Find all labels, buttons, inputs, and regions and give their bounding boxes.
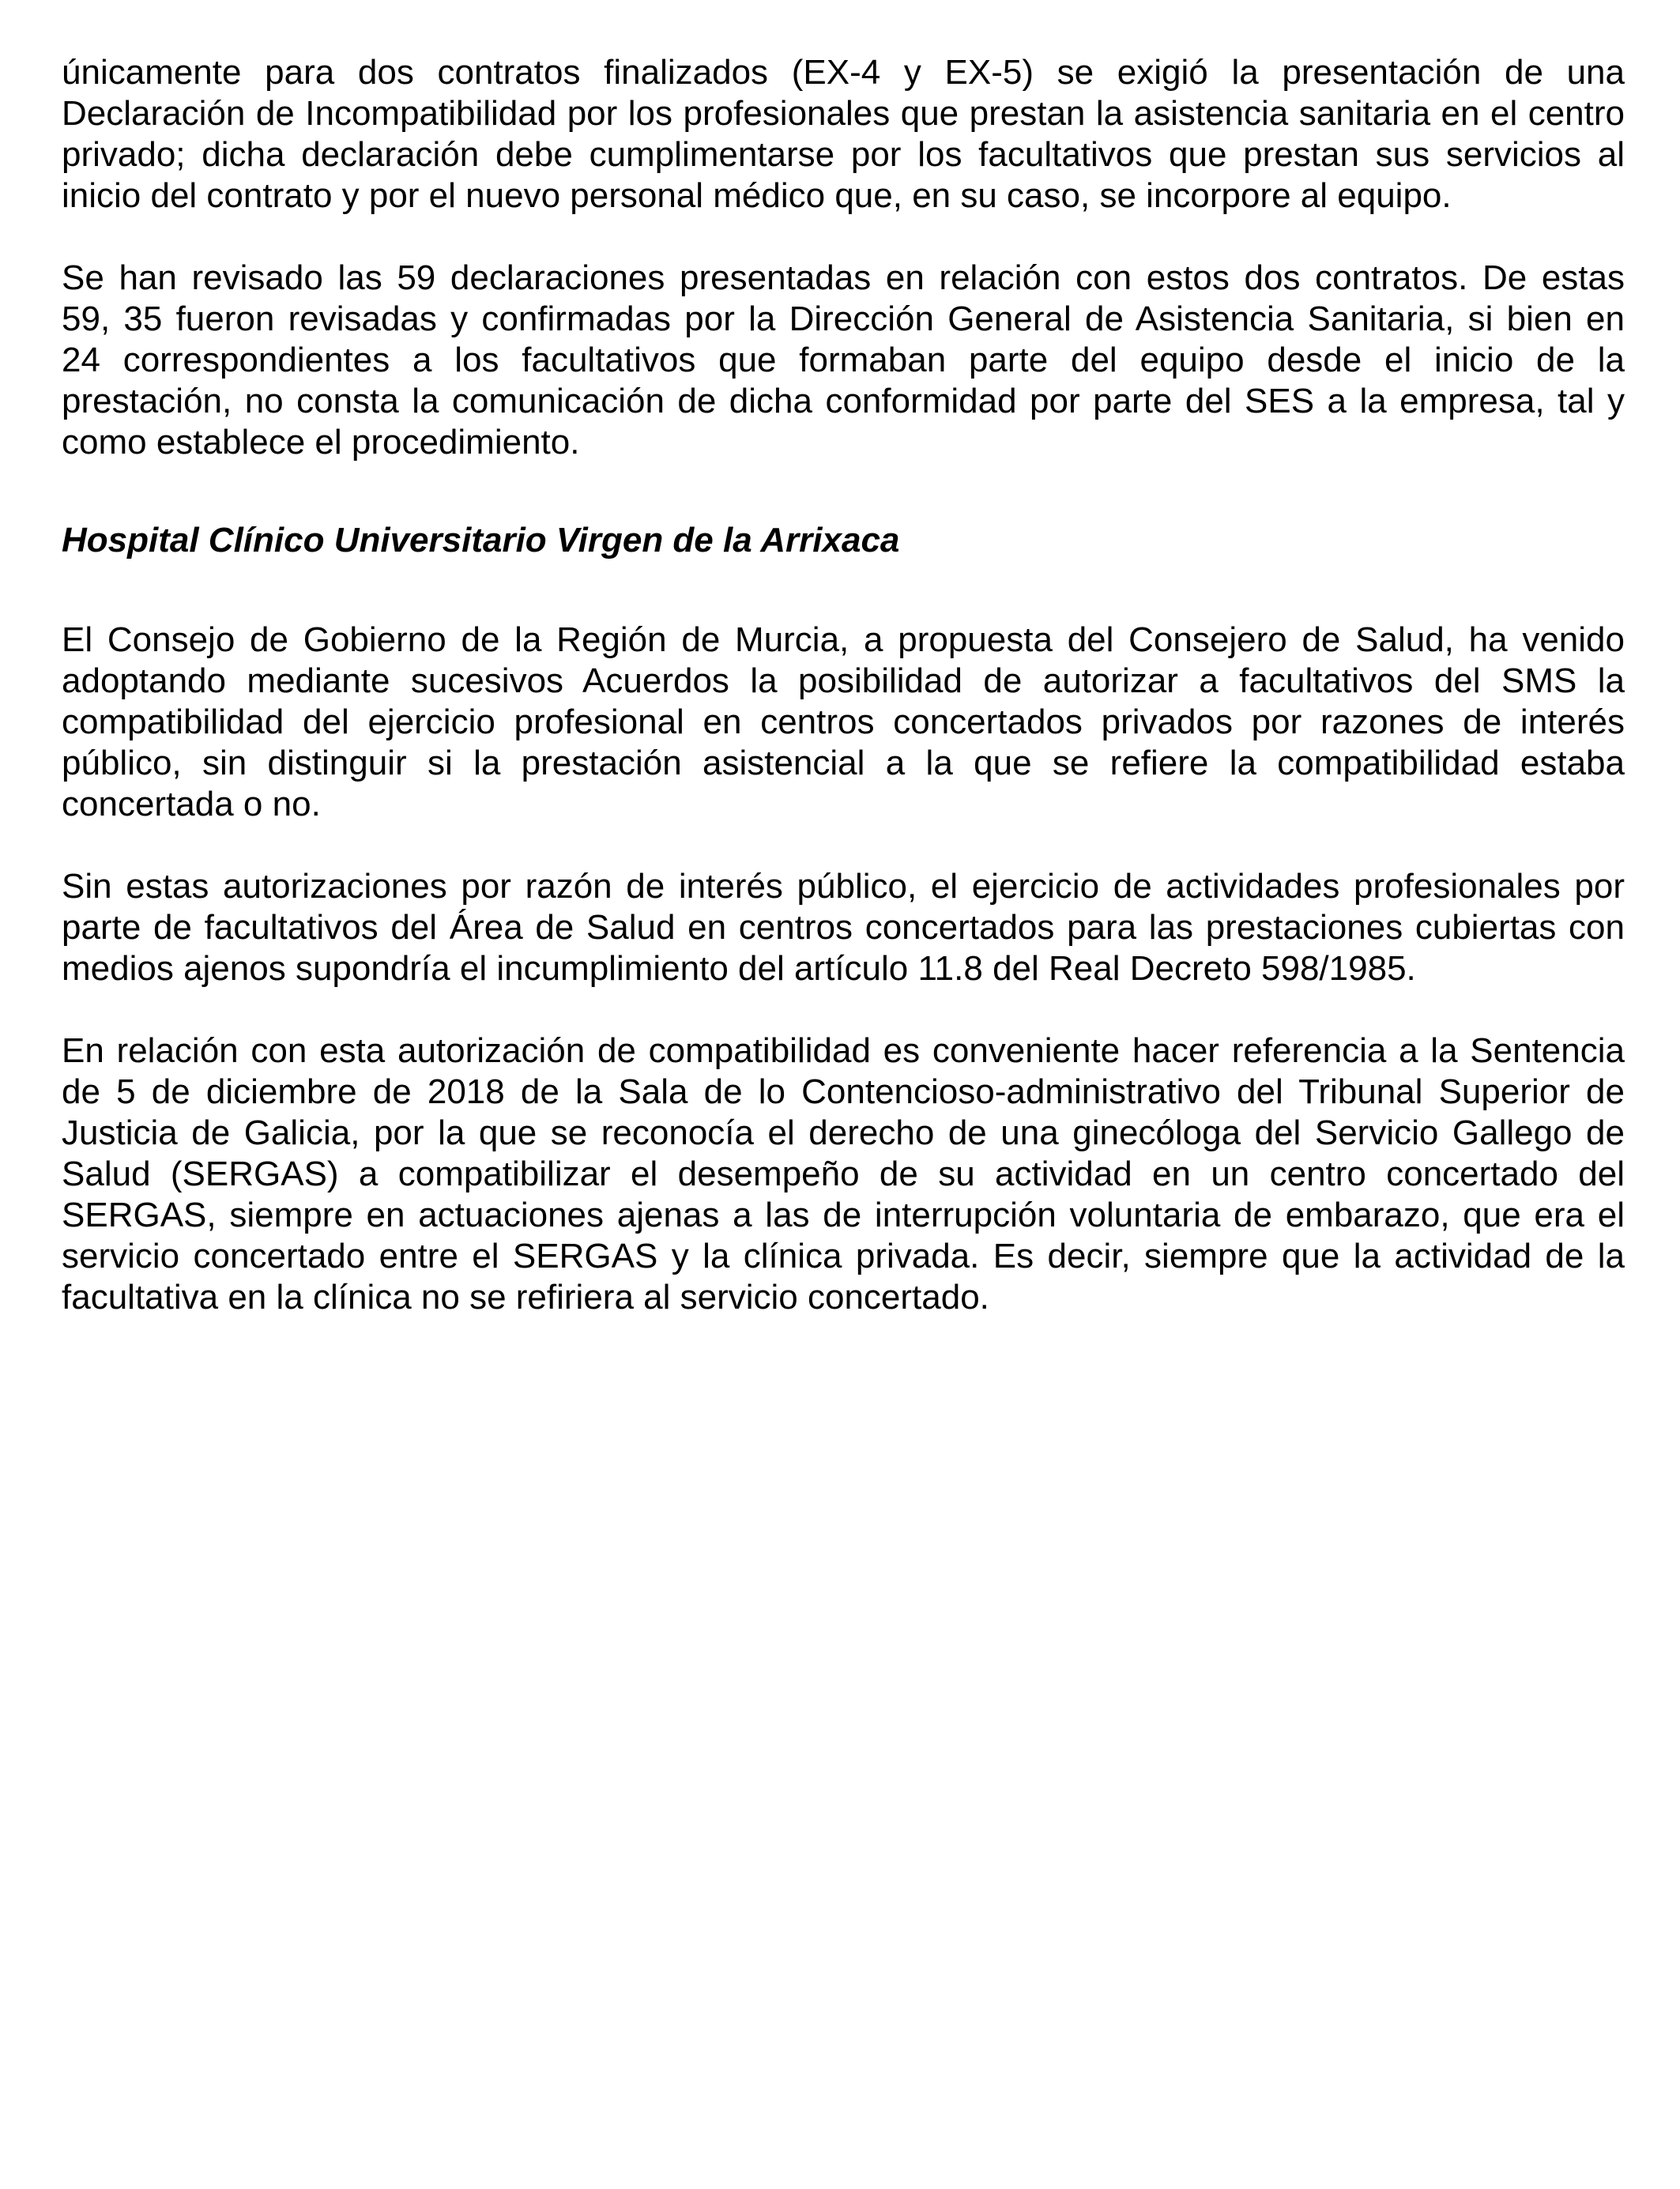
paragraph	[62, 620, 1625, 825]
text-line: En relación con esta autorización de compatibilidad es conveniente hacer referencia a la Sentencia	[62, 1031, 1625, 1070]
text-line: El Consejo de Gobierno de la Región de Murcia, a propuesta del Consejero de Salud, ha venido	[62, 620, 1625, 659]
text-line: servicio concertado entre el SERGAS y la clínica privada. Es decir, siempre que la actividad de la	[62, 1237, 1625, 1275]
text-line: compatibilidad del ejercicio profesional en centros concertados privados por razones de interés	[62, 703, 1625, 741]
text-line: Se han revisado las 59 declaraciones presentadas en relación con estos dos contratos. De estas	[62, 258, 1625, 297]
text-line: únicamente para dos contratos finalizados (EX-4 y EX-5) se exigió la presentación de una	[62, 53, 1625, 92]
text-line: adoptando mediante sucesivos Acuerdos la posibilidad de autorizar a facultativos del SMS la	[62, 661, 1625, 700]
text-line: 59, 35 fueron revisadas y confirmadas por la Dirección General de Asistencia Sanitaria, si bien en	[62, 300, 1625, 338]
text-line: Justicia de Galicia, por la que se reconocía el derecho de una ginecóloga del Servicio Gallego de	[62, 1113, 1625, 1152]
text-line: parte de facultativos del Área de Salud en centros concertados para las prestaciones cubiertas con	[62, 908, 1625, 947]
text-line: Declaración de Incompatibilidad por los profesionales que prestan la asistencia sanitaria en el centro	[62, 94, 1625, 133]
text-line: como establece el procedimiento.	[62, 423, 580, 462]
document-content	[62, 0, 1625, 1318]
text-line: de 5 de diciembre de 2018 de la Sala de lo Contencioso-administrativo del Tribunal Superior de	[62, 1072, 1625, 1111]
text-line: público, sin distinguir si la prestación asistencial a la que se refiere la compatibilidad estaba	[62, 744, 1625, 782]
text-line: inicio del contrato y por el nuevo personal médico que, en su caso, se incorpore al equipo.	[62, 176, 1452, 215]
paragraph	[62, 1030, 1625, 1318]
text-line: facultativa en la clínica no se refiriera al servicio concertado.	[62, 1278, 989, 1317]
text-line: medios ajenos supondría el incumplimiento del artículo 11.8 del Real Decreto 598/1985.	[62, 949, 1416, 988]
text-line: privado; dicha declaración debe cumplimentarse por los facultativos que prestan sus servicios al	[62, 135, 1625, 174]
text-line: SERGAS, siempre en actuaciones ajenas a las de interrupción voluntaria de embarazo, que era el	[62, 1196, 1625, 1234]
paragraph	[62, 52, 1625, 217]
text-line: concertada o no.	[62, 785, 321, 823]
text-line: Sin estas autorizaciones por razón de interés público, el ejercicio de actividades profesionales por	[62, 867, 1625, 906]
text-line: prestación, no consta la comunicación de dicha conformidad por parte del SES a la empresa, tal y	[62, 382, 1625, 420]
text-line: Salud (SERGAS) a compatibilizar el desempeño de su actividad en un centro concertado del	[62, 1155, 1625, 1193]
section-heading: Hospital Clínico Universitario Virgen de la Arrixaca	[62, 521, 900, 559]
paragraph	[62, 258, 1625, 463]
paragraph	[62, 866, 1625, 989]
text-line: 24 correspondientes a los facultativos que formaban parte del equipo desde el inicio de la	[62, 341, 1625, 379]
